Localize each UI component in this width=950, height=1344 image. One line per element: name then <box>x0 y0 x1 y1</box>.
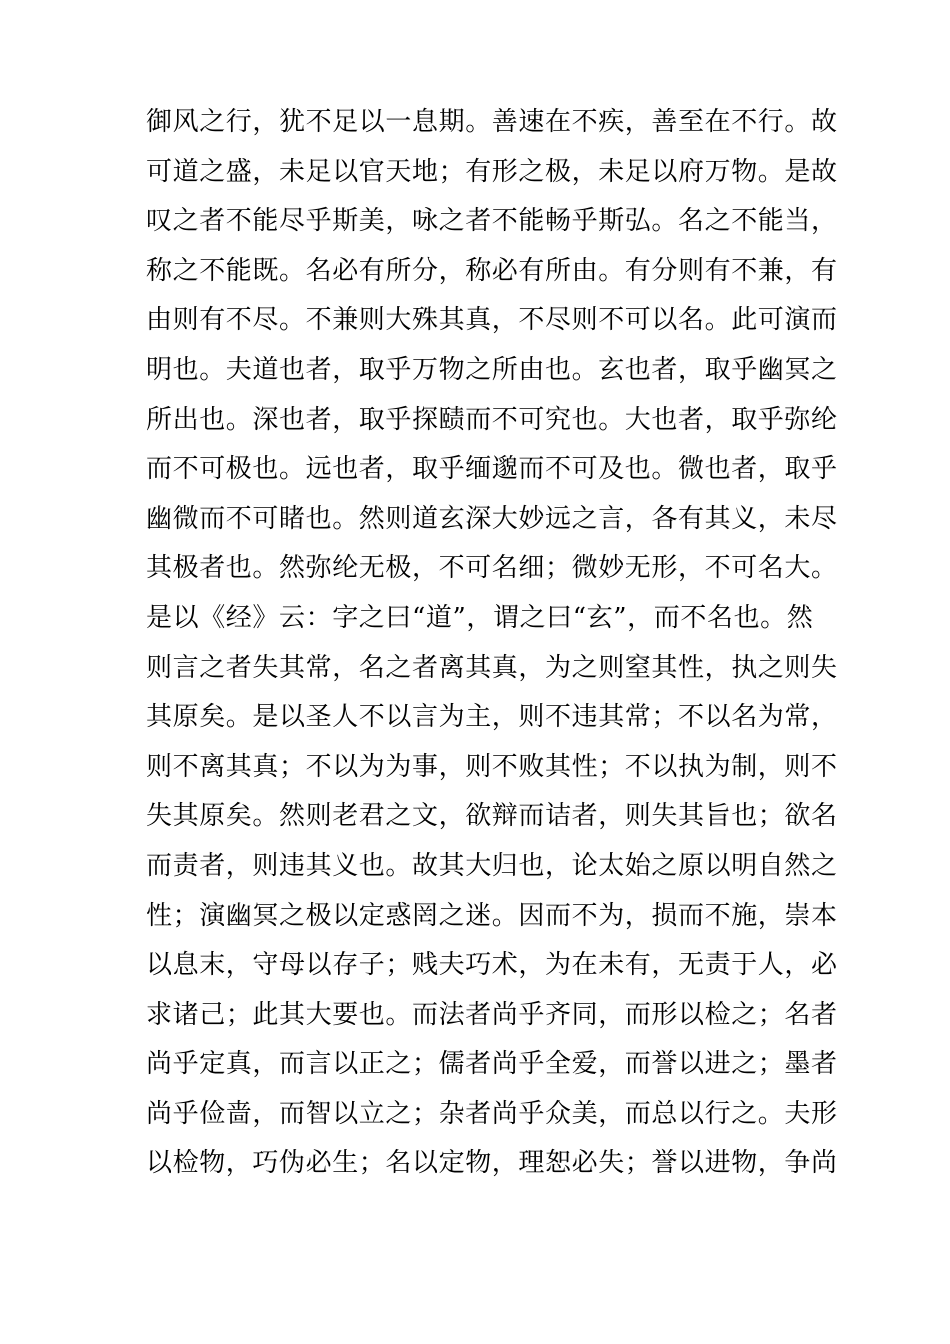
text-line: 失其原矣。然则老君之文，欲辩而诘者，则失其旨也；欲名 <box>146 801 838 832</box>
text-line: 以检物，巧伪必生；名以定物，理恕必失；誉以进物，争尚 <box>146 1148 838 1179</box>
text-line: 可道之盛，未足以官天地；有形之极，未足以府万物。是故 <box>146 156 838 187</box>
text-line: 以息末，守母以存子；贱夫巧术，为在未有，无责于人，必 <box>146 950 838 981</box>
text-line: 叹之者不能尽乎斯美，咏之者不能畅乎斯弘。名之不能当， <box>146 206 838 237</box>
text-line: 明也。夫道也者，取乎万物之所由也。玄也者，取乎幽冥之 <box>146 354 838 385</box>
text-line: 性；演幽冥之极以定惑罔之迷。因而不为，损而不施，崇本 <box>146 900 838 931</box>
text-line: 幽微而不可睹也。然则道玄深大妙远之言，各有其义，未尽 <box>146 503 838 534</box>
text-line: 是以《经》云：字之曰“道”，谓之曰“玄”，而不名也。然 <box>146 602 814 633</box>
text-line: 所出也。深也者，取乎探赜而不可究也。大也者，取乎弥纶 <box>146 404 838 435</box>
text-line: 尚乎俭啬，而智以立之；杂者尚乎众美，而总以行之。夫形 <box>146 1098 838 1129</box>
text-line: 称之不能既。名必有所分，称必有所由。有分则有不兼，有 <box>146 255 838 286</box>
text-line: 御风之行，犹不足以一息期。善速在不疾，善至在不行。故 <box>146 107 838 137</box>
text-line: 则言之者失其常，名之者离其真，为之则窒其性，执之则失 <box>146 652 838 683</box>
text-line: 由则有不尽。不兼则大殊其真，不尽则不可以名。此可演而 <box>146 305 838 336</box>
text-line: 而责者，则违其义也。故其大归也，论太始之原以明自然之 <box>146 850 838 881</box>
text-line: 则不离其真；不以为为事，则不败其性；不以执为制，则不 <box>146 751 838 782</box>
text-line: 其极者也。然弥纶无极，不可名细；微妙无形，不可名大。 <box>146 553 838 584</box>
text-line: 尚乎定真，而言以正之；儒者尚乎全爱，而誉以进之；墨者 <box>146 1049 838 1080</box>
text-line: 而不可极也。远也者，取乎缅邈而不可及也。微也者，取乎 <box>146 454 838 485</box>
body-text <box>146 98 838 1189</box>
text-line: 其原矣。是以圣人不以言为主，则不违其常；不以名为常， <box>146 702 838 733</box>
text-line: 求诸己；此其大要也。而法者尚乎齐同，而形以检之；名者 <box>146 999 838 1030</box>
